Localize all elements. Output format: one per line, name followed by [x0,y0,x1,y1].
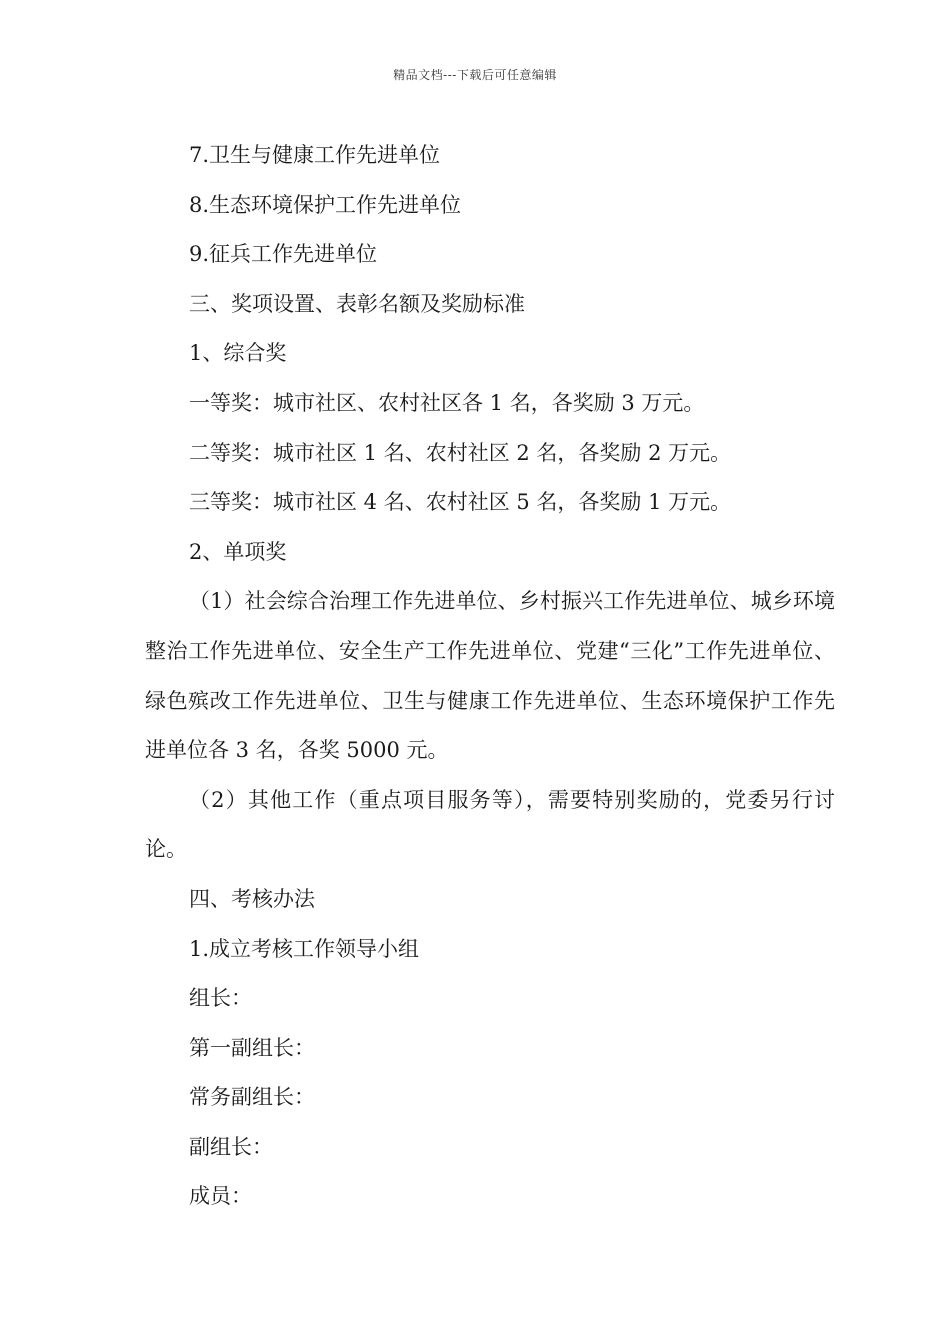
list-item-8: 8.生态环境保护工作先进单位 [189,192,462,217]
list-item-7: 7.卫生与健康工作先进单位 [189,143,441,167]
deputy-leader-line: 副组长： [189,1134,273,1159]
subsection-heading-comprehensive-award: 1、综合奖 [189,341,287,366]
executive-deputy-leader-line: 常务副组长： [189,1085,315,1110]
subsection-heading-single-award: 2、单项奖 [189,539,287,564]
section-heading-4: 四、考核办法 [189,886,315,911]
first-deputy-leader-line: 第一副组长： [189,1035,315,1060]
page-header: 精品文档---下载后可任意编辑 [393,68,557,82]
first-prize-line: 一等奖：城市社区、农村社区各 1 名，各奖励 3 万元。 [189,390,705,415]
leadership-group-heading: 1.成立考核工作领导小组 [189,936,420,961]
third-prize-line: 三等奖：城市社区 4 名、农村社区 5 名，各奖励 1 万元。 [189,490,732,515]
section-heading-3: 三、奖项设置、表彰名额及奖励标准 [189,291,525,316]
list-item-9: 9.征兵工作先进单位 [189,242,378,267]
group-leader-line: 组长： [189,986,252,1011]
single-award-paragraph-2: （2）其他工作（重点项目服务等），需要特别奖励的，党委另行讨论。 [145,787,835,862]
document-body [145,131,835,1222]
members-line: 成员： [189,1184,252,1209]
single-award-paragraph-1: （1）社会综合治理工作先进单位、乡村振兴工作先进单位、城乡环境整治工作先进单位、安全生产工作先进单位、党建“三化”工作先进单位、绿色殡改工作先进单位、卫生与健康工作先进单位、生态环境保护工作先进单位各 3 名，各奖 5000 元。 [145,589,835,763]
second-prize-line: 二等奖：城市社区 1 名、农村社区 2 名，各奖励 2 万元。 [189,440,732,465]
